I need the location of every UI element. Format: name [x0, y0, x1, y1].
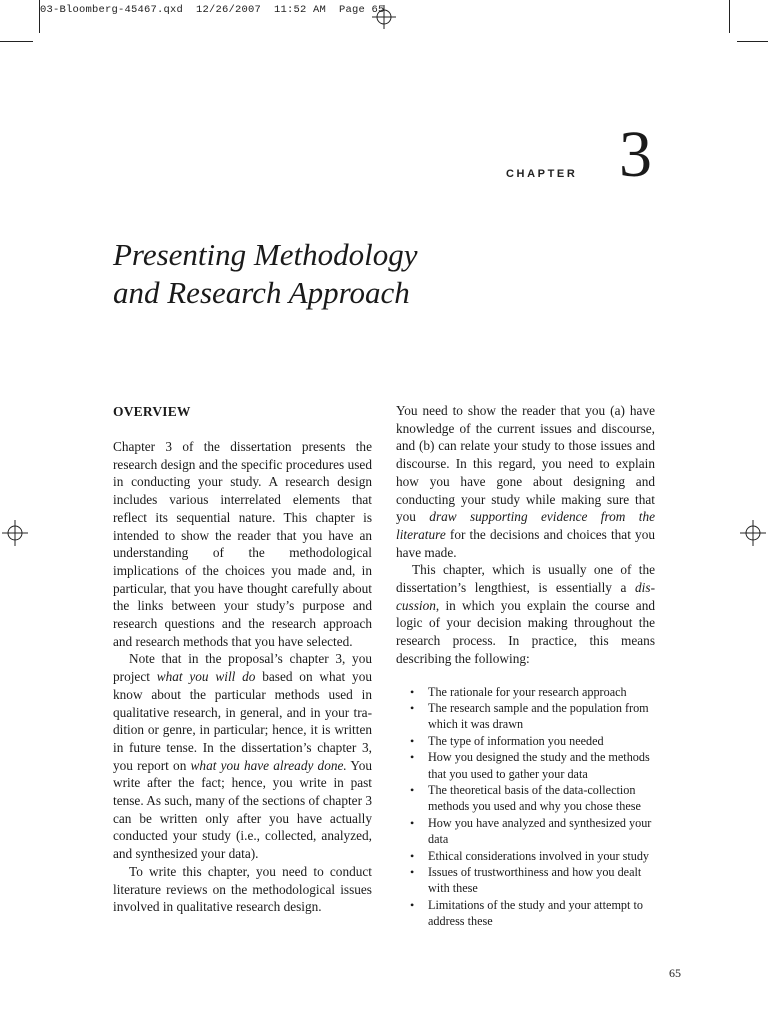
list-item: [410, 897, 655, 930]
right-paragraph-2-text-a: This chapter, which is usually one of the dissertation’s lengthiest, is essentially a: [396, 562, 655, 596]
left-paragraph-2: [113, 650, 372, 862]
list-item: [410, 864, 655, 897]
left-paragraph-3: To write this chapter, you need to conduct literature reviews on the methodological issues involved in qualitative research design.: [113, 863, 372, 915]
left-paragraph-2-emphasis-1: what you will do: [156, 669, 256, 685]
list-item: [410, 749, 655, 782]
registration-mark-top-icon: [372, 5, 396, 29]
left-paragraph-2-text-a: Note that in the proposal’s chapter 3, you project: [113, 651, 372, 685]
crop-mark-top-left-horizontal: [0, 41, 33, 42]
right-paragraph-1: [396, 402, 655, 561]
bullet-icon: •: [410, 865, 415, 880]
list-item-text: Issues of trustworthiness and how you dealt with these: [428, 865, 642, 896]
bullet-icon: •: [410, 782, 415, 797]
right-paragraph-2-emphasis: discussion: [396, 580, 655, 613]
registration-mark-left-icon: [2, 520, 28, 546]
list-item-text: How you designed the study and the methods that you used to gather your data: [428, 750, 650, 781]
chapter-label: CHAPTER: [506, 168, 578, 180]
registration-mark-right-icon: [740, 520, 766, 546]
bullet-icon: •: [410, 897, 415, 912]
right-paragraph-2-text-b: , in which you explain the course and logic of your decision making throughout the research process. In practice, this means describing the following:: [396, 597, 655, 666]
bullet-icon: •: [410, 750, 415, 765]
list-item-text: Limitations of the study and your attempt to address these: [428, 897, 643, 929]
right-paragraph-2: [396, 561, 655, 667]
right-column: [396, 402, 655, 930]
list-item: [410, 733, 655, 749]
crop-mark-top-left-vertical: [39, 0, 40, 33]
list-item: [410, 848, 655, 864]
list-item-text: Ethical considerations involved in your study: [428, 848, 650, 863]
bullet-icon: •: [410, 848, 415, 863]
list-item-text: The type of information you needed: [428, 733, 604, 748]
print-slug: 03-Bloomberg-45467.qxd 12/26/2007 11:52 AM Page 65: [40, 4, 385, 16]
chapter-title-line-1: Presenting Methodology: [113, 237, 418, 272]
bullet-icon: •: [410, 733, 415, 748]
chapter-title: [113, 236, 533, 312]
chapter-title-line-2: and Research Approach: [113, 275, 410, 310]
list-item: [410, 684, 655, 700]
right-paragraph-1-text-a: You need to show the reader that you (a) have knowledge of the current issues and discourse, and (b) can relate your study to those issues and discourse. In this regard, you need to explain how you have gone about designing and conducting your study while making sure that you: [396, 403, 655, 525]
right-paragraph-1-emphasis: draw supporting evidence from the literature: [396, 509, 655, 542]
right-paragraph-1-text-b: for the decisions and choices that you have made.: [396, 526, 655, 560]
overview-heading: OVERVIEW: [113, 404, 191, 419]
list-item: [410, 700, 655, 733]
page-number: 65: [669, 966, 681, 980]
left-paragraph-2-text-b: based on what you know about the particular methods used in qualitative research, in general, and in your tradition or genre, in particular; hence, it is written in future tense. In the dissertation’s chapter 3, you report on: [113, 669, 372, 773]
left-column: [113, 402, 372, 916]
crop-mark-top-right-horizontal: [737, 41, 768, 42]
bullet-icon: •: [410, 815, 415, 830]
left-paragraph-1: Chapter 3 of the dissertation presents the research design and the specific procedures used in conducting your study. A research design includes various interrelated elements that reflect its sequential nature. This chapter is intended to show the reader that you have an understanding of the methodological implications of the choices you made and, in particular, that you have thought carefully about the links between your study’s purpose and research questions and the research approach and research methods that you have selected.: [113, 439, 372, 649]
bullet-icon: •: [410, 684, 415, 699]
list-item-text: The theoretical basis of the data-collection methods you used and why you chose these: [428, 782, 641, 814]
methodology-bullet-list: [396, 684, 655, 930]
crop-mark-top-right-vertical: [729, 0, 730, 33]
bullet-icon: •: [410, 700, 415, 715]
list-item-text: How you have analyzed and synthesized your data: [428, 815, 652, 847]
list-item-text: The rationale for your research approach: [428, 684, 627, 699]
left-paragraph-2-text-c: You write after the fact; hence, you write in past tense. As such, many of the sections of chapter 3 can be written only after you have actually conducted your study (i.e., collected, analyzed, and synthesized your data).: [113, 757, 372, 862]
list-item: [410, 782, 655, 815]
chapter-number: 3: [619, 118, 652, 191]
list-item: [410, 815, 655, 848]
left-paragraph-2-emphasis-2: what you have already done.: [190, 757, 347, 773]
list-item-text: The research sample and the population from which it was drawn: [428, 700, 649, 732]
